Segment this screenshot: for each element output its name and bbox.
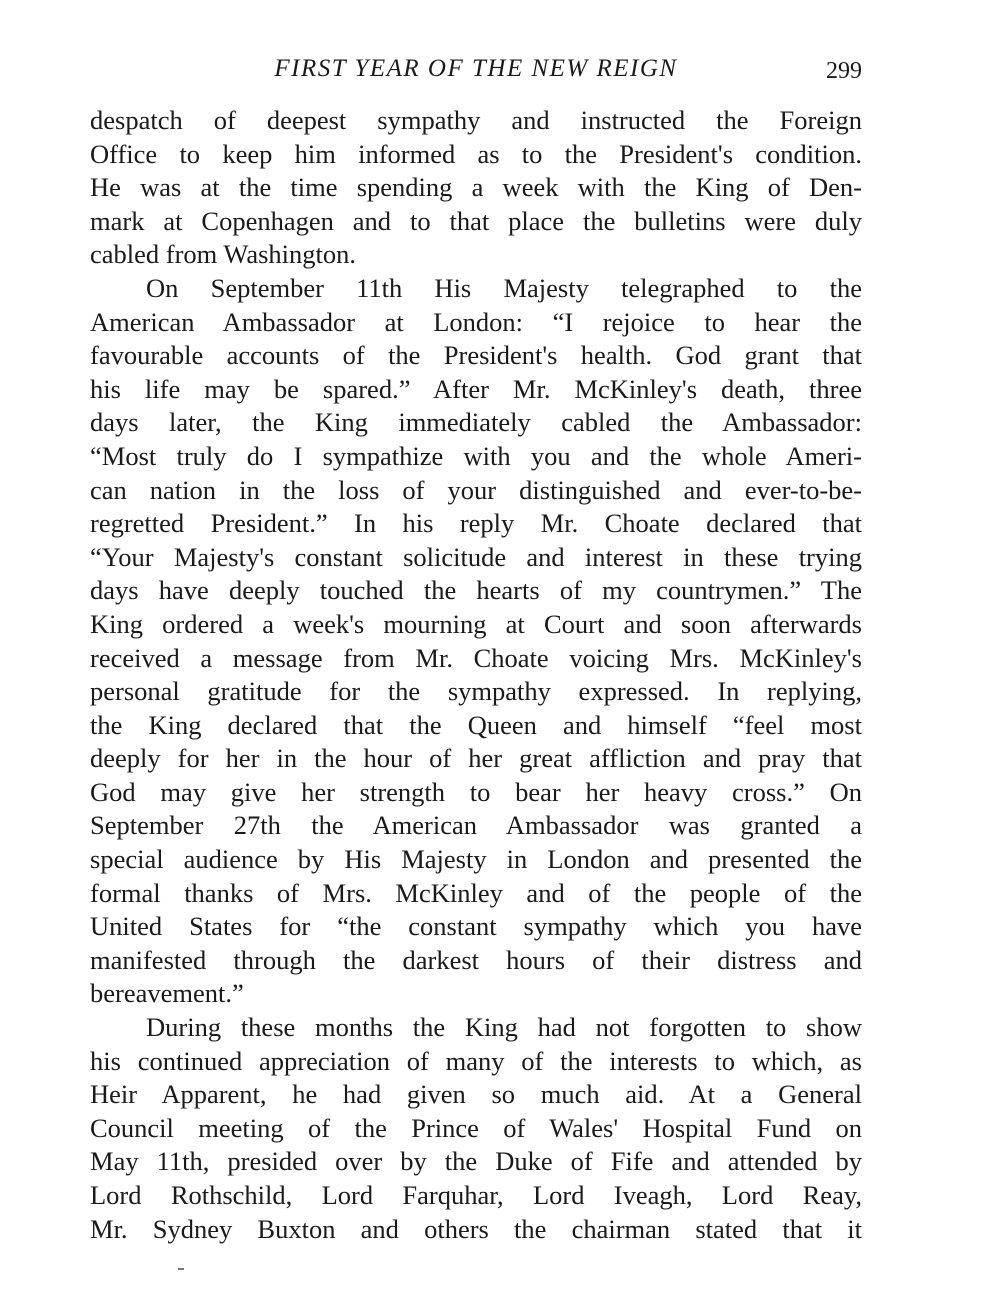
text-line: bereavement.” (90, 978, 244, 1009)
text-line: special audience by His Majesty in London and presented the (90, 844, 862, 875)
text-line: his life may be spared.” After Mr. McKinley's death, three (90, 373, 862, 404)
paragraph-3 (90, 1011, 862, 1246)
text-line: September 27th the American Ambassador was granted a (90, 810, 862, 841)
text-line: American Ambassador at London: “I rejoice to hear the (90, 306, 862, 337)
text-line: mark at Copenhagen and to that place the bulletins were duly (90, 205, 862, 236)
text-line: regretted President.” In his reply Mr. Choate declared that (90, 508, 862, 539)
text-line: deeply for her in the hour of her great affliction and pray that (90, 743, 862, 774)
page-number: 299 (826, 58, 862, 84)
text-line: can nation in the loss of your distinguished and ever-to-be- (90, 474, 862, 505)
paragraph-1 (90, 104, 862, 272)
text-line: During these months the King had not forgotten to show (146, 1012, 862, 1043)
text-line: manifested through the darkest hours of their distress and (90, 944, 862, 975)
text-line: Heir Apparent, he had given so much aid. At a General (90, 1079, 862, 1110)
text-line: United States for “the constant sympathy which you have (90, 911, 862, 942)
text-line: favourable accounts of the President's health. God grant that (90, 340, 862, 371)
text-line: Office to keep him informed as to the President's condition. (90, 138, 862, 169)
text-line: despatch of deepest sympathy and instructed the Foreign (90, 105, 862, 135)
text-line: King ordered a week's mourning at Court and soon afterwards (90, 608, 862, 639)
paragraph-2 (90, 272, 862, 1011)
text-line: Council meeting of the Prince of Wales' Hospital Fund on (90, 1112, 862, 1143)
running-head (90, 52, 862, 86)
text-line: “Your Majesty's constant solicitude and interest in these trying (90, 541, 862, 572)
text-line: May 11th, presided over by the Duke of Fife and attended by (90, 1146, 862, 1177)
text-line: days later, the King immediately cabled the Ambassador: (90, 407, 862, 438)
text-line: On September 11th His Majesty telegraphed to the (146, 272, 862, 303)
text-line: Mr. Sydney Buxton and others the chairman stated that it (90, 1213, 862, 1244)
text-line: received a message from Mr. Choate voicing Mrs. McKinley's (90, 642, 862, 673)
text-line: formal thanks of Mrs. McKinley and of the people of the (90, 877, 862, 908)
text-line: God may give her strength to bear her heavy cross.” On (90, 776, 862, 807)
text-line: personal gratitude for the sympathy expressed. In replying, (90, 676, 862, 707)
text-line: He was at the time spending a week with the King of Den- (90, 172, 862, 203)
body-text (90, 104, 862, 1246)
text-line: cabled from Washington. (90, 239, 356, 270)
running-title: FIRST YEAR OF THE NEW REIGN (274, 55, 678, 82)
text-line: “Most truly do I sympathize with you and the whole Ameri- (90, 440, 862, 471)
text-line: Lord Rothschild, Lord Farquhar, Lord Iveagh, Lord Reay, (90, 1180, 862, 1210)
text-line: days have deeply touched the hearts of my countrymen.” The (90, 575, 862, 606)
text-line: the King declared that the Queen and himself “feel most (90, 709, 862, 740)
print-speck (178, 1268, 184, 1270)
text-line: his continued appreciation of many of the interests to which, as (90, 1045, 862, 1076)
